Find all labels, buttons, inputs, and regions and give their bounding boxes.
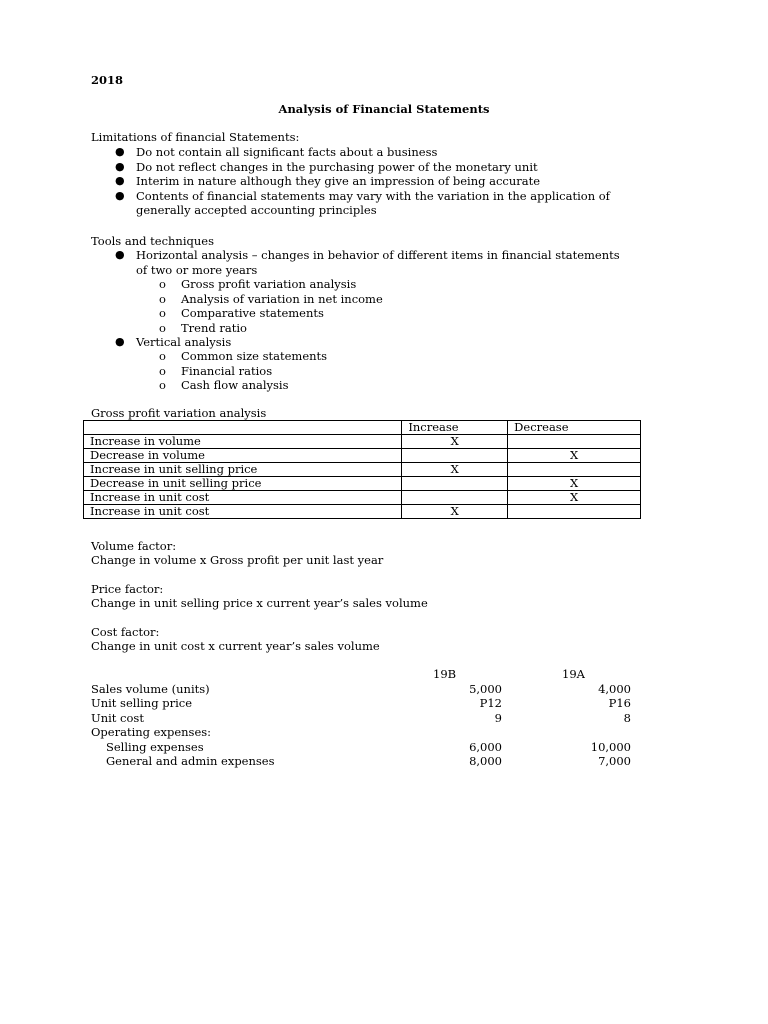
figure-row-label: Selling expenses xyxy=(106,740,204,754)
figure-value-19a: 4,000 xyxy=(598,682,631,696)
figure-row-label: Operating expenses: xyxy=(91,725,212,739)
table-cell xyxy=(402,449,508,463)
table-cell xyxy=(402,477,508,491)
list-item-continuation: of two or more years xyxy=(136,262,258,277)
table-cell: X xyxy=(402,505,508,519)
figure-value-19a: P16 xyxy=(608,696,631,710)
column-header-19a: 19A xyxy=(562,667,585,681)
sub-list-item: o Gross profit variation analysis xyxy=(159,277,357,291)
table-cell: Decrease in volume xyxy=(84,449,402,463)
bullet-icon: ● xyxy=(115,188,125,202)
table-cell xyxy=(402,491,508,505)
sub-list-item: o Analysis of variation in net income xyxy=(159,291,383,306)
table-cell: X xyxy=(402,435,508,449)
table-row xyxy=(84,477,641,491)
figure-value-19b: 9 xyxy=(494,711,502,725)
table-caption: Gross profit variation analysis xyxy=(91,406,267,420)
circle-bullet-icon: o xyxy=(159,291,166,306)
figure-row-label: Unit selling price xyxy=(91,696,193,710)
figure-value-19a: 7,000 xyxy=(598,754,631,768)
bullet-icon: ● xyxy=(115,174,125,187)
volume-factor-formula: Change in volume x Gross profit per unit last year xyxy=(91,553,384,567)
page-title: Analysis of Financial Statements xyxy=(278,102,490,116)
volume-factor-label: Volume factor: xyxy=(91,539,177,553)
figure-value-19b: 6,000 xyxy=(469,740,502,754)
table-header-row xyxy=(84,421,641,435)
sub-list-item: o Comparative statements xyxy=(159,306,324,320)
circle-bullet-icon: o xyxy=(159,349,166,363)
limitations-list xyxy=(115,145,610,218)
table-row xyxy=(84,435,641,449)
sub-list-item: o Cash flow analysis xyxy=(159,378,289,392)
figure-value-19b: 5,000 xyxy=(469,682,502,696)
table-cell xyxy=(508,505,641,519)
table-cell: X xyxy=(508,491,641,505)
list-item-continuation: generally accepted accounting principles xyxy=(136,203,377,217)
table-cell: Decrease in unit selling price xyxy=(84,477,402,491)
table-cell: Increase in unit cost xyxy=(84,505,402,519)
horizontal-sublist xyxy=(159,277,383,335)
circle-bullet-icon: o xyxy=(159,378,166,392)
table-cell: Increase in unit selling price xyxy=(84,463,402,477)
table-cell xyxy=(508,435,641,449)
figure-value-19b: P12 xyxy=(479,696,502,710)
sub-list-item: o Trend ratio xyxy=(159,320,247,335)
figure-row-label: Unit cost xyxy=(91,711,144,725)
table-cell: X xyxy=(508,477,641,491)
table-row xyxy=(84,463,641,477)
figure-value-19b: 8,000 xyxy=(469,754,502,768)
tools-heading: Tools and techniques xyxy=(91,234,214,248)
list-item: ● Do not reflect changes in the purchasing power of the monetary unit xyxy=(115,159,538,174)
list-item: ● Interim in nature although they give an impression of being accurate xyxy=(115,174,541,188)
circle-bullet-icon: o xyxy=(159,363,166,378)
cost-factor-label: Cost factor: xyxy=(91,625,160,639)
year-heading: 2018 xyxy=(91,73,124,87)
table-cell: Increase in volume xyxy=(84,435,402,449)
price-factor-label: Price factor: xyxy=(91,582,164,596)
figure-row-label: General and admin expenses xyxy=(106,754,275,768)
list-item: ● Do not contain all significant facts about a business xyxy=(115,145,438,159)
table-cell: Increase in unit cost xyxy=(84,491,402,505)
list-item: ● Horizontal analysis – changes in behavior of different items in financial statements xyxy=(115,248,620,262)
column-header-19b: 19B xyxy=(433,667,457,681)
table-row xyxy=(84,491,641,505)
list-item: ● Vertical analysis xyxy=(115,335,232,349)
circle-bullet-icon: o xyxy=(159,306,166,320)
circle-bullet-icon: o xyxy=(159,277,166,291)
figure-row-label: Sales volume (units) xyxy=(91,682,210,696)
gross-profit-variation-table xyxy=(83,420,641,519)
table-row xyxy=(84,505,641,519)
sub-list-item: o Financial ratios xyxy=(159,363,273,378)
bullet-icon: ● xyxy=(115,145,125,158)
figure-value-19a: 8 xyxy=(623,711,631,725)
table-header-cell xyxy=(84,421,402,435)
list-item: ● Contents of financial statements may vary with the variation in the application of xyxy=(115,188,610,203)
table-header-cell: Increase xyxy=(402,421,508,435)
sub-list-item: o Common size statements xyxy=(159,349,328,363)
table-cell: X xyxy=(508,449,641,463)
price-factor-formula: Change in unit selling price x current year’s sales volume xyxy=(91,596,428,610)
table-header-cell: Decrease xyxy=(508,421,641,435)
table-cell xyxy=(508,463,641,477)
tools-list-vertical xyxy=(115,335,232,350)
bullet-icon: ● xyxy=(115,159,125,173)
cost-factor-formula: Change in unit cost x current year’s sales volume xyxy=(91,639,380,653)
circle-bullet-icon: o xyxy=(159,320,166,335)
bullet-icon: ● xyxy=(115,335,125,348)
tools-list xyxy=(115,248,620,277)
figure-value-19a: 10,000 xyxy=(590,740,631,754)
table-row xyxy=(84,449,641,463)
bullet-icon: ● xyxy=(115,248,125,261)
table-cell: X xyxy=(402,463,508,477)
limitations-heading: Limitations of financial Statements: xyxy=(91,130,300,144)
vertical-sublist xyxy=(159,349,328,393)
